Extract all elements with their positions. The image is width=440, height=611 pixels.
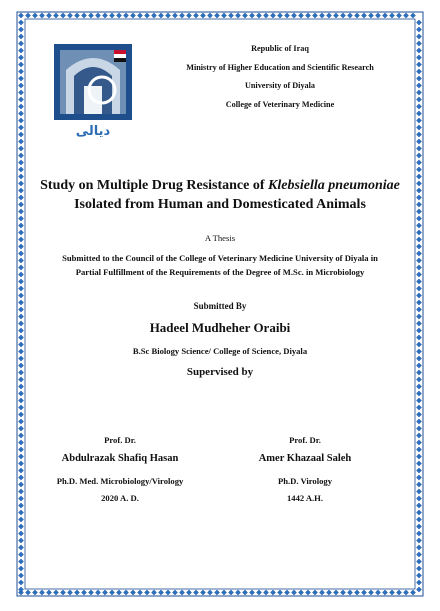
border-ornament <box>18 237 23 242</box>
border-ornament <box>416 391 421 396</box>
border-ornament <box>18 573 23 578</box>
border-ornament <box>416 321 421 326</box>
border-ornament <box>298 13 303 18</box>
border-ornament <box>32 13 37 18</box>
border-ornament <box>416 244 421 249</box>
border-ornament <box>403 13 408 18</box>
border-ornament <box>18 517 23 522</box>
border-ornament <box>416 370 421 375</box>
border-ornament <box>416 27 421 32</box>
border-ornament <box>18 272 23 277</box>
border-ornament <box>25 590 30 595</box>
border-ornament <box>18 384 23 389</box>
border-ornament <box>416 440 421 445</box>
border-ornament <box>18 538 23 543</box>
border-ornament <box>74 590 79 595</box>
border-ornament <box>18 76 23 81</box>
border-ornament <box>18 363 23 368</box>
border-ornament <box>416 69 421 74</box>
border-ornament <box>416 97 421 102</box>
border-ornament <box>416 468 421 473</box>
border-ornament <box>416 279 421 284</box>
border-ornament <box>416 76 421 81</box>
border-ornament <box>60 590 65 595</box>
border-ornament <box>18 34 23 39</box>
border-ornament <box>277 590 282 595</box>
border-ornament <box>416 552 421 557</box>
border-ornament <box>389 13 394 18</box>
border-ornament <box>123 590 128 595</box>
border-ornament <box>116 590 121 595</box>
border-ornament <box>158 590 163 595</box>
border-ornament <box>109 13 114 18</box>
border-ornament <box>18 321 23 326</box>
border-ornament <box>18 552 23 557</box>
border-ornament <box>416 545 421 550</box>
border-ornament <box>18 279 23 284</box>
supervisor-2-rank: Prof. Dr. <box>289 435 321 445</box>
submitted-by-label: Submitted By <box>193 301 247 311</box>
border-ornament <box>416 188 421 193</box>
border-ornament <box>347 590 352 595</box>
border-ornament <box>416 286 421 291</box>
border-ornament <box>18 524 23 529</box>
border-ornament <box>18 293 23 298</box>
border-ornament <box>144 13 149 18</box>
border-ornament <box>416 174 421 179</box>
border-ornament <box>18 209 23 214</box>
border-ornament <box>18 580 23 585</box>
border-ornament <box>249 590 254 595</box>
border-ornament <box>18 62 23 67</box>
border-ornament <box>18 307 23 312</box>
border-ornament <box>305 13 310 18</box>
border-ornament <box>319 590 324 595</box>
border-ornament <box>88 590 93 595</box>
border-ornament <box>416 139 421 144</box>
header-ministry: Ministry of Higher Education and Scientific Research <box>186 63 374 72</box>
border-ornament <box>416 433 421 438</box>
border-ornament <box>396 590 401 595</box>
border-ornament <box>416 237 421 242</box>
border-ornament <box>305 590 310 595</box>
border-ornament <box>416 202 421 207</box>
border-ornament <box>416 454 421 459</box>
border-ornament <box>200 13 205 18</box>
border-ornament <box>46 13 51 18</box>
border-ornament <box>416 531 421 536</box>
border-ornament <box>158 13 163 18</box>
border-ornament <box>368 590 373 595</box>
border-ornament <box>242 590 247 595</box>
border-ornament <box>18 153 23 158</box>
border-ornament <box>18 587 23 592</box>
border-ornament <box>18 69 23 74</box>
border-ornament <box>18 230 23 235</box>
border-ornament <box>137 13 142 18</box>
border-ornament <box>416 335 421 340</box>
border-ornament <box>18 160 23 165</box>
border-ornament <box>81 13 86 18</box>
border-ornament <box>18 531 23 536</box>
border-ornament <box>67 13 72 18</box>
border-ornament <box>416 293 421 298</box>
date-hijri: 1442 A.H. <box>286 493 324 503</box>
border-ornament <box>18 167 23 172</box>
border-ornament <box>207 13 212 18</box>
border-ornament <box>137 590 142 595</box>
border-ornament <box>312 13 317 18</box>
border-ornament <box>326 13 331 18</box>
border-ornament <box>416 377 421 382</box>
border-ornament <box>144 590 149 595</box>
border-ornament <box>416 55 421 60</box>
border-ornament <box>214 590 219 595</box>
border-ornament <box>361 13 366 18</box>
border-ornament <box>95 590 100 595</box>
border-ornament <box>416 216 421 221</box>
border-ornament <box>416 132 421 137</box>
border-ornament <box>123 13 128 18</box>
border-ornament <box>46 590 51 595</box>
border-ornament <box>18 146 23 151</box>
border-ornament <box>172 590 177 595</box>
border-ornament <box>416 587 421 592</box>
border-ornament <box>186 590 191 595</box>
border-ornament <box>18 328 23 333</box>
border-ornament <box>416 195 421 200</box>
border-ornament <box>18 118 23 123</box>
border-ornament <box>416 412 421 417</box>
border-ornament <box>256 13 261 18</box>
border-ornament <box>130 590 135 595</box>
border-ornament <box>416 573 421 578</box>
border-ornament <box>207 590 212 595</box>
border-ornament <box>18 265 23 270</box>
border-ornament <box>18 195 23 200</box>
border-ornament <box>382 13 387 18</box>
border-ornament <box>340 13 345 18</box>
border-ornament <box>416 181 421 186</box>
border-ornament <box>410 13 415 18</box>
border-ornament <box>18 510 23 515</box>
border-ornament <box>18 125 23 130</box>
border-ornament <box>416 48 421 53</box>
border-ornament <box>416 265 421 270</box>
border-ornament <box>235 13 240 18</box>
border-ornament <box>18 370 23 375</box>
border-ornament <box>214 13 219 18</box>
border-ornament <box>18 335 23 340</box>
border-ornament <box>284 590 289 595</box>
border-ornament <box>18 48 23 53</box>
border-ornament <box>416 251 421 256</box>
border-ornament <box>416 223 421 228</box>
border-ornament <box>416 209 421 214</box>
border-ornament <box>416 153 421 158</box>
border-ornament <box>416 300 421 305</box>
border-ornament <box>416 125 421 130</box>
border-ornament <box>18 251 23 256</box>
border-ornament <box>235 590 240 595</box>
border-ornament <box>340 590 345 595</box>
border-ornament <box>256 590 261 595</box>
title-part-1: Study on Multiple Drug Resistance of <box>40 178 269 193</box>
border-ornament <box>130 13 135 18</box>
header-university: University of Diyala <box>244 81 316 90</box>
border-ornament <box>416 160 421 165</box>
border-ornament <box>416 517 421 522</box>
border-ornament <box>81 590 86 595</box>
border-ornament <box>416 314 421 319</box>
border-ornament <box>18 216 23 221</box>
border-ornament <box>284 13 289 18</box>
border-ornament <box>18 139 23 144</box>
border-ornament <box>67 590 72 595</box>
border-ornament <box>221 13 226 18</box>
border-ornament <box>263 13 268 18</box>
border-ornament <box>416 342 421 347</box>
title-species: Klebsiella pneumoniae <box>268 178 400 193</box>
border-ornament <box>416 580 421 585</box>
border-ornament <box>88 13 93 18</box>
border-ornament <box>410 590 415 595</box>
border-ornament <box>18 559 23 564</box>
border-ornament <box>53 13 58 18</box>
border-ornament <box>382 590 387 595</box>
border-ornament <box>416 41 421 46</box>
border-ornament <box>151 13 156 18</box>
border-ornament <box>18 286 23 291</box>
border-ornament <box>228 13 233 18</box>
border-ornament <box>312 590 317 595</box>
border-ornament <box>172 13 177 18</box>
supervisor-2-specialty: Ph.D. Virology <box>277 476 333 486</box>
border-ornament <box>39 590 44 595</box>
title-part-2: Isolated from Human and Domesticated Animals <box>74 197 366 212</box>
border-ornament <box>333 590 338 595</box>
university-logo <box>52 42 134 140</box>
border-ornament <box>18 447 23 452</box>
border-ornament <box>416 363 421 368</box>
border-ornament <box>102 13 107 18</box>
border-ornament <box>18 55 23 60</box>
border-ornament <box>60 13 65 18</box>
border-ornament <box>416 230 421 235</box>
logo-lettering: ديالى <box>75 124 111 139</box>
document-type: A Thesis <box>204 233 236 243</box>
border-ornament <box>361 590 366 595</box>
border-ornament <box>18 188 23 193</box>
border-ornament <box>347 13 352 18</box>
border-ornament <box>416 20 421 25</box>
border-ornament <box>18 27 23 32</box>
border-ornament <box>18 90 23 95</box>
border-ornament <box>416 566 421 571</box>
border-ornament <box>375 590 380 595</box>
border-ornament <box>242 13 247 18</box>
border-ornament <box>18 97 23 102</box>
border-ornament <box>18 349 23 354</box>
border-ornament <box>18 314 23 319</box>
border-ornament <box>18 244 23 249</box>
border-ornament <box>18 41 23 46</box>
border-ornament <box>249 13 254 18</box>
border-ornament <box>186 13 191 18</box>
border-ornament <box>416 538 421 543</box>
submission-statement: Submitted to the Council of the College of Veterinary Medicine University of Diyala in Partial Fulfillment of the Requirements of the Degree of M.Sc. in Microbiology <box>62 253 378 277</box>
border-ornament <box>368 13 373 18</box>
border-ornament <box>416 258 421 263</box>
border-ornament <box>102 590 107 595</box>
supervisor-1-rank: Prof. Dr. <box>104 435 136 445</box>
border-ornament <box>298 590 303 595</box>
border-ornament <box>18 468 23 473</box>
border-ornament <box>18 426 23 431</box>
border-ornament <box>416 384 421 389</box>
border-ornament <box>18 405 23 410</box>
border-ornament <box>375 13 380 18</box>
border-ornament <box>270 13 275 18</box>
border-ornament <box>291 13 296 18</box>
border-ornament <box>116 13 121 18</box>
border-ornament <box>18 132 23 137</box>
border-ornament <box>416 496 421 501</box>
border-ornament <box>18 258 23 263</box>
border-ornament <box>270 590 275 595</box>
border-ornament <box>416 328 421 333</box>
border-ornament <box>18 566 23 571</box>
border-ornament <box>416 167 421 172</box>
border-ornament <box>403 590 408 595</box>
border-ornament <box>416 146 421 151</box>
border-ornament <box>416 489 421 494</box>
header-college: College of Veterinary Medicine <box>225 100 335 109</box>
border-ornament <box>18 300 23 305</box>
border-ornament <box>416 356 421 361</box>
border-ornament <box>179 13 184 18</box>
border-ornament <box>416 524 421 529</box>
border-ornament <box>18 13 23 18</box>
border-ornament <box>109 590 114 595</box>
border-ornament <box>25 13 30 18</box>
border-ornament <box>416 461 421 466</box>
border-ornament <box>416 398 421 403</box>
border-ornament <box>18 181 23 186</box>
border-ornament <box>416 62 421 67</box>
border-ornament <box>416 510 421 515</box>
border-ornament <box>39 13 44 18</box>
border-ornament <box>416 426 421 431</box>
border-ornament <box>333 13 338 18</box>
supervisor-2-name: Amer Khazaal Saleh <box>258 453 352 464</box>
border-ornament <box>416 118 421 123</box>
author-name: Hadeel Mudheher Oraibi <box>149 320 291 335</box>
border-ornament <box>416 503 421 508</box>
border-ornament <box>18 391 23 396</box>
border-ornament <box>396 13 401 18</box>
border-ornament <box>319 13 324 18</box>
border-ornament <box>18 104 23 109</box>
border-ornament <box>18 503 23 508</box>
border-ornament <box>277 13 282 18</box>
border-ornament <box>95 13 100 18</box>
border-ornament <box>32 590 37 595</box>
border-ornament <box>228 590 233 595</box>
border-ornament <box>18 545 23 550</box>
header-country: Republic of Iraq <box>251 44 309 53</box>
border-ornament <box>165 13 170 18</box>
border-ornament <box>416 349 421 354</box>
border-ornament <box>291 590 296 595</box>
border-ornament <box>416 272 421 277</box>
border-ornament <box>416 90 421 95</box>
border-ornament <box>354 13 359 18</box>
border-ornament <box>18 83 23 88</box>
border-ornament <box>416 104 421 109</box>
supervisor-1-name: Abdulrazak Shafiq Hasan <box>61 453 179 464</box>
border-ornament <box>18 202 23 207</box>
author-degree: B.Sc Biology Science/ College of Science, Diyala <box>132 346 308 356</box>
supervisor-1-specialty: Ph.D. Med. Microbiology/Virology <box>56 476 184 486</box>
border-ornament <box>53 590 58 595</box>
border-ornament <box>18 174 23 179</box>
border-ornament <box>18 342 23 347</box>
border-ornament <box>263 590 268 595</box>
border-ornament <box>416 307 421 312</box>
border-ornament <box>74 13 79 18</box>
border-ornament <box>165 590 170 595</box>
border-ornament <box>151 590 156 595</box>
border-ornament <box>179 590 184 595</box>
border-ornament <box>18 20 23 25</box>
border-ornament <box>18 377 23 382</box>
border-ornament <box>193 13 198 18</box>
border-ornament <box>416 419 421 424</box>
border-ornament <box>18 419 23 424</box>
border-ornament <box>416 559 421 564</box>
border-ornament <box>416 405 421 410</box>
border-ornament <box>18 412 23 417</box>
thesis-title <box>40 176 400 214</box>
border-ornament <box>416 83 421 88</box>
border-ornament <box>416 111 421 116</box>
border-ornament <box>18 356 23 361</box>
border-ornament <box>221 590 226 595</box>
border-ornament <box>326 590 331 595</box>
border-ornament <box>416 475 421 480</box>
supervised-by-label: Supervised by <box>186 366 254 378</box>
border-ornament <box>389 590 394 595</box>
border-ornament <box>416 482 421 487</box>
border-ornament <box>200 590 205 595</box>
border-ornament <box>354 590 359 595</box>
border-ornament <box>18 223 23 228</box>
border-ornament <box>18 111 23 116</box>
date-gregorian: 2020 A. D. <box>101 493 139 503</box>
border-ornament <box>193 590 198 595</box>
border-ornament <box>416 34 421 39</box>
border-ornament <box>416 447 421 452</box>
border-ornament <box>18 398 23 403</box>
